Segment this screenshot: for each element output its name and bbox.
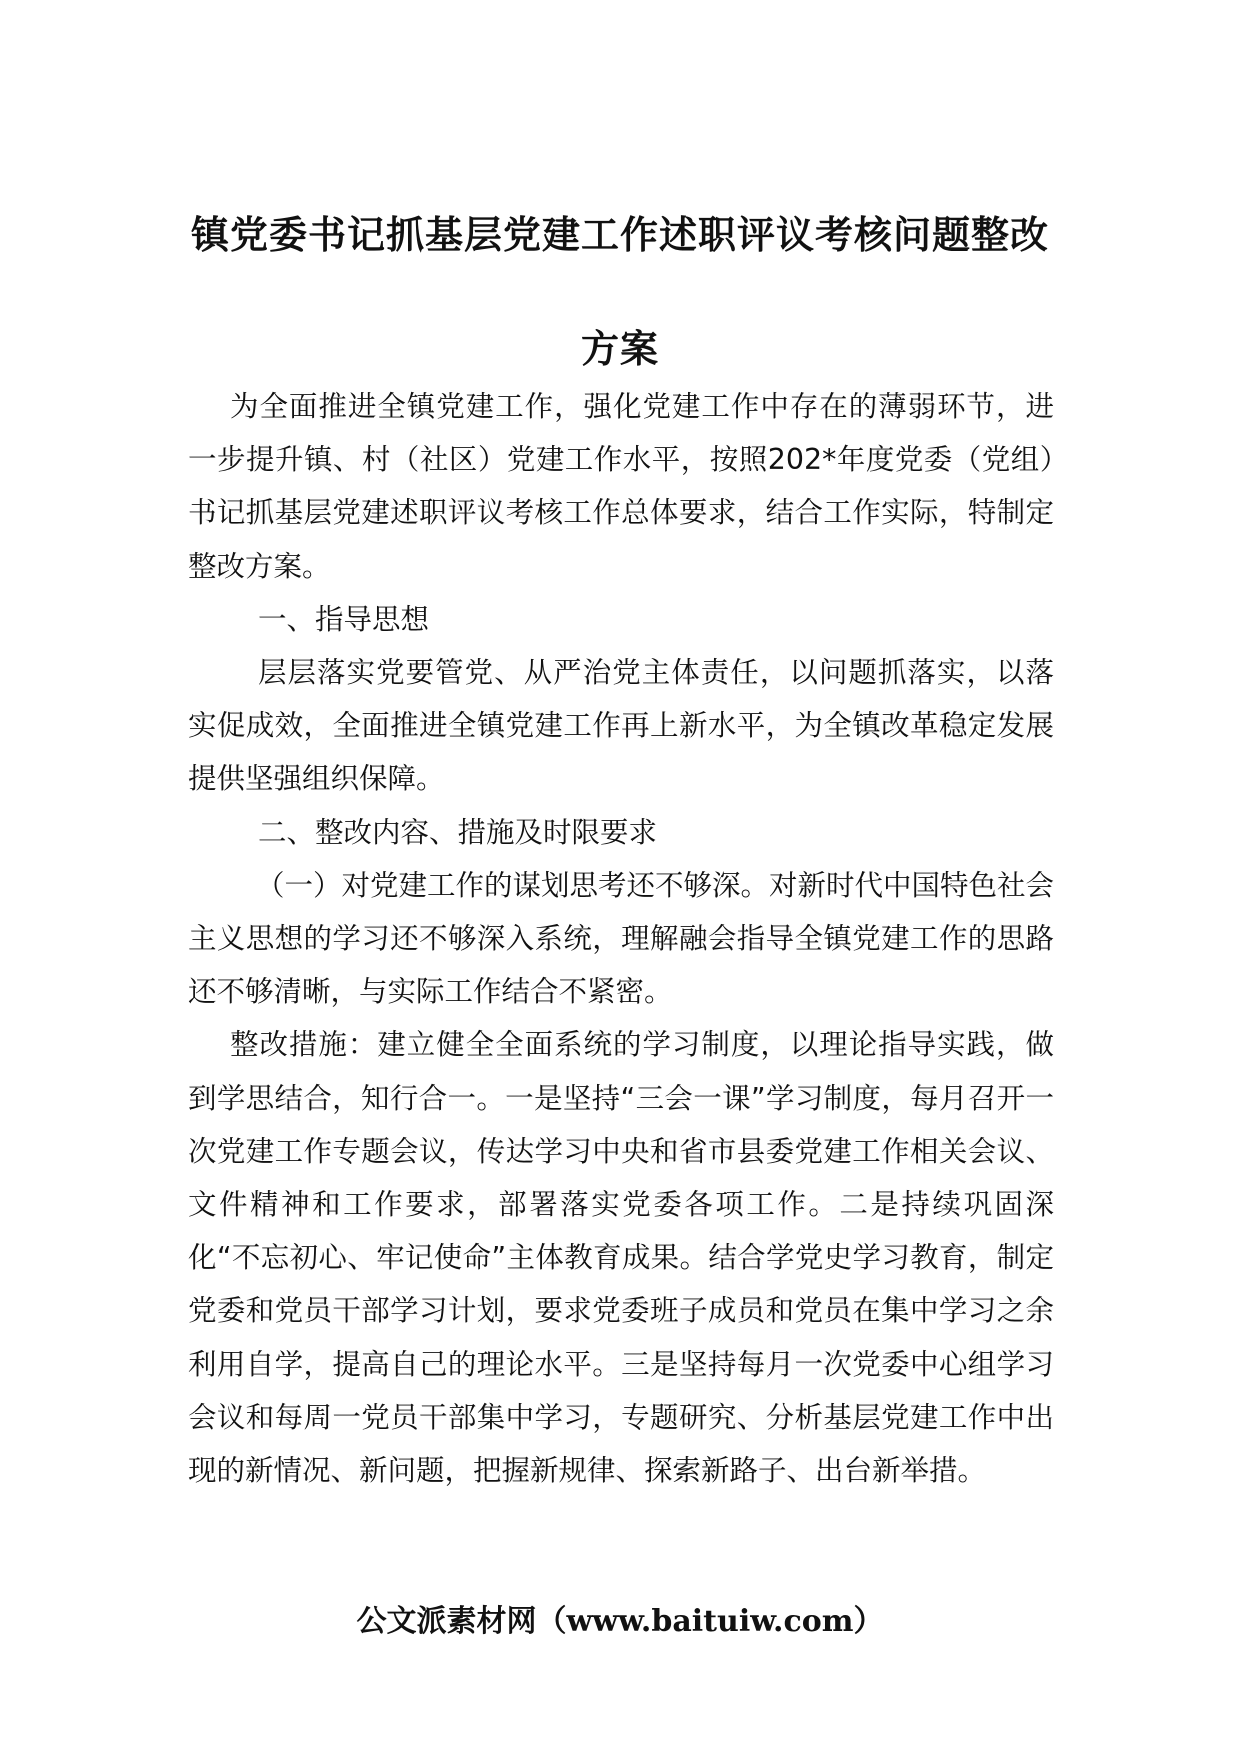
section-heading-rectification: 二、整改内容、措施及时限要求 [258, 815, 658, 849]
intro-paragraph: 为全面推进全镇党建工作，强化党建工作中存在的薄弱环节，进一步提升镇、村（社区）党建工作水平，按照202*年度党委（党组）书记抓基层党建述职评议考核工作总体要求，结合工作实际，特制定整改方案。 [188, 390, 1054, 583]
guiding-thought-paragraph: 层层落实党要管党、从严治党主体责任，以问题抓落实，以落实促成效，全面推进全镇党建工作再上新水平，为全镇改革稳定发展提供坚强组织保障。 [188, 656, 1054, 796]
document-body [188, 380, 1054, 1497]
issue-1-paragraph: （一）对党建工作的谋划思考还不够深。对新时代中国特色社会主义思想的学习还不够深入系统，理解融会指导全镇党建工作的思路还不够清晰，与实际工作结合不紧密。 [188, 868, 1055, 1009]
footer-watermark: 公文派素材网（www.baituiw.com） [356, 1604, 884, 1639]
section-heading-guiding-thought: 一、指导思想 [258, 602, 430, 636]
measures-1-paragraph: 整改措施：建立健全全面系统的学习制度，以理论指导实践，做到学思结合，知行合一。一是坚持“三会一课”学习制度，每月召开一次党建工作专题会议，传达学习中央和省市县委党建工作相关会议、文件精神和工作要求，部署落实党委各项工作。二是持续巩固深化“不忘初心、牢记使命”主体教育成果。结合学党史学习教育，制定党委和党员干部学习计划，要求党委班子成员和党员在集中学习之余利用自学，提高自己的理论水平。三是坚持每月一次党委中心组学习会议和每周一党员干部集中学习，专题研究、分析基层党建工作中出现的新情况、新问题，把握新规律、探索新路子、出台新举措。 [188, 1028, 1054, 1488]
document-title: 镇党委书记抓基层党建工作述职评议考核问题整改方案 [190, 212, 1049, 371]
